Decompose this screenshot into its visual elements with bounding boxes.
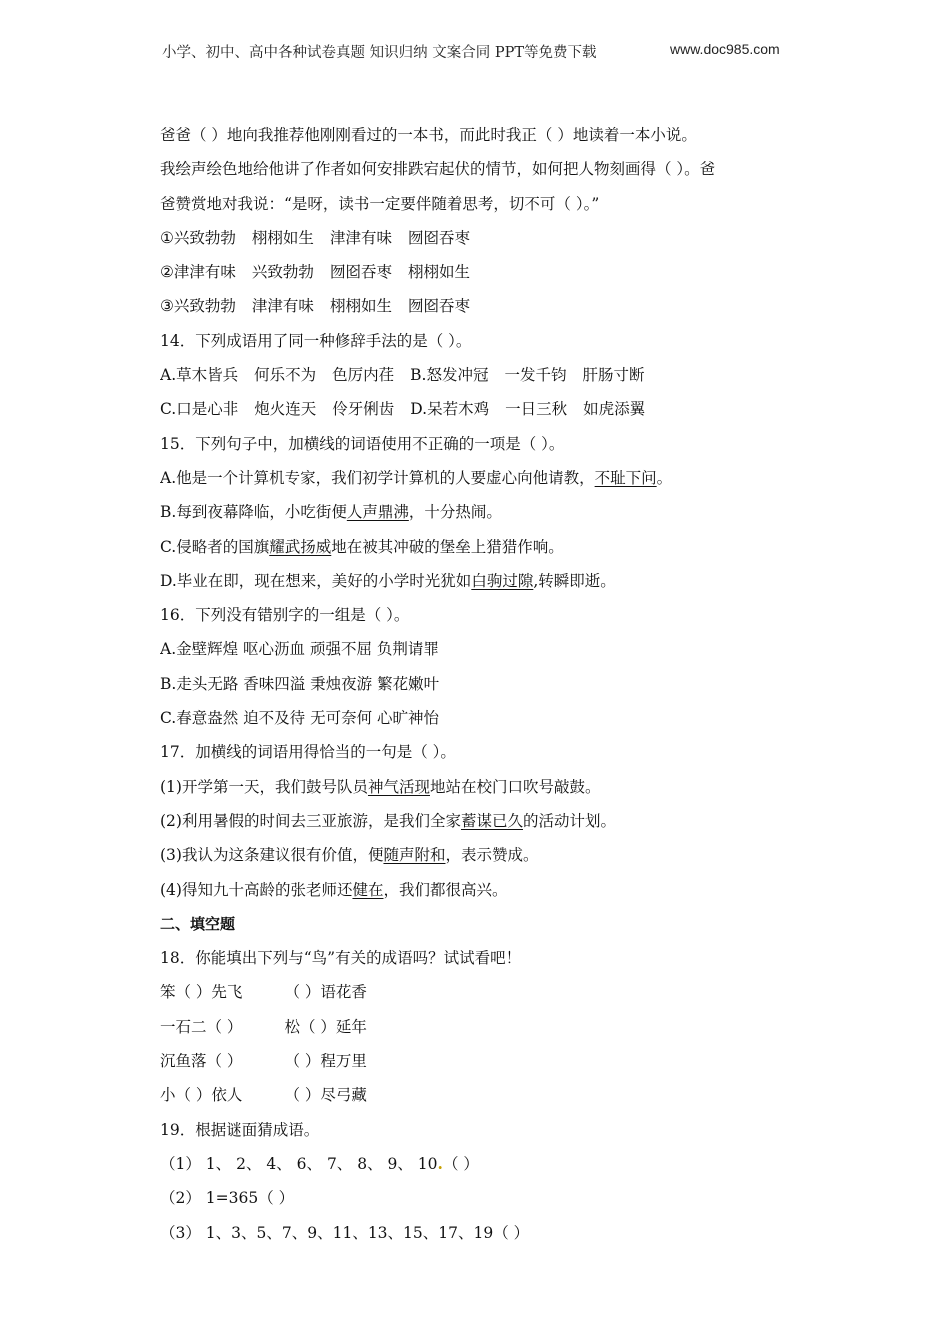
idiom: 色厉内荏 [332,366,395,385]
sentence-text: ，十分热闹。 [408,503,502,522]
underlined-word: 蓄谋已久 [460,811,523,830]
sentence-text: D.毕业在即，现在想来，美好的小学时光犹如 [160,571,472,590]
q13-option-1 [160,221,800,255]
idiom-blank: （ ）程万里 [284,1052,367,1071]
sentence-text: A.他是一个计算机专家，我们初学计算机的人要虚心向他请教， [160,468,595,487]
q15-option-b [160,495,800,529]
page-header [162,41,802,62]
q14-row-cd [160,392,800,426]
idiom-blank: （ ）语花香 [284,983,367,1002]
sentence-text: B.每到夜幕降临，小吃街便 [160,503,347,522]
q16-option-a: A.金壁辉煌 呕心沥血 顽强不屈 负荆请罪 [160,640,439,659]
q16-option-c: C.春意盎然 迫不及待 无可奈何 心旷神怡 [160,709,440,728]
option-word: 津津有味 [251,297,314,316]
option-word: 囫囵吞枣 [329,263,392,282]
choice-label: B. [410,366,427,385]
sentence-text: (4)得知九十高龄的张老师还 [160,880,353,899]
sentence-text: ，我们都很高兴。 [383,880,508,899]
q17-sentence-4 [160,873,800,907]
sentence-text: 地站在校门口吹号敲鼓。 [429,777,601,796]
idiom-blank: 一石二（ ） [160,1017,243,1036]
header-text: 小学、初中、高中各种试卷真题 知识归纳 文案合同 PPT等免费下载 [162,45,597,61]
underlined-word: 健在 [352,880,384,899]
sentence-text: 的活动计划。 [522,811,616,830]
option-word: 兴致勃勃 [173,297,236,316]
option-word: 栩栩如生 [407,263,470,282]
q17-sentence-3 [160,838,800,872]
sentence-text: ,转瞬即逝。 [533,571,616,590]
q19-riddle-3: （3） 1、3、5、7、9、11、13、15、17、19（ ） [160,1223,530,1242]
header-site: www.doc985.com [670,41,780,57]
dot-mark: . [437,1153,443,1173]
q18-stem: 18．你能填出下列与“鸟”有关的成语吗？试试看吧！ [160,949,522,968]
option-word: 津津有味 [329,228,392,247]
q15-option-d [160,564,800,598]
q13-line-2: 我绘声绘色地给他讲了作者如何安排跌宕起伏的情节，如何把人物刻画得（ ）。爸 [160,160,716,179]
idiom-blank: 松（ ）延年 [284,1017,367,1036]
idiom: 肝肠寸断 [582,366,645,385]
underlined-word: 白驹过隙 [471,571,534,590]
q16-option-b: B.走头无路 香味四溢 秉烛夜游 繁花嫩叶 [160,674,440,693]
option-number: ② [160,263,174,282]
q13-option-2 [160,255,800,289]
section-title: 二、填空题 [160,914,236,933]
idiom: 怒发冲冠 [426,366,489,385]
choice-label: C. [160,400,177,419]
option-number: ③ [160,297,174,316]
q17-sentence-2 [160,804,800,838]
idiom: 草木皆兵 [176,366,239,385]
sentence-text: ，表示赞成。 [445,846,539,865]
q15-stem: 15．下列句子中，加横线的词语使用不正确的一项是（ ）。 [160,434,565,453]
idiom-blank: 沉鱼落（ ） [160,1052,243,1071]
option-word: 囫囵吞枣 [407,228,470,247]
option-word: 兴致勃勃 [173,228,236,247]
idiom: 何乐不为 [254,366,317,385]
option-word: 津津有味 [173,263,236,282]
idiom: 一发千钧 [504,366,567,385]
idiom: 如虎添翼 [583,400,646,419]
idiom: 呆若木鸡 [427,400,490,419]
q16-stem: 16．下列没有错别字的一组是（ ）。 [160,606,410,625]
q17-stem: 17．加横线的词语用得恰当的一句是（ ）。 [160,743,456,762]
q19-riddle-1 [160,1147,800,1181]
underlined-word: 不耻下问 [594,468,657,487]
q15-option-a [160,461,800,495]
idiom: 一日三秋 [505,400,568,419]
q13-line-1: 爸爸（ ）地向我推荐他刚刚看过的一本书，而此时我正（ ）地读着一本小说。 [160,126,697,144]
q14-stem: 14．下列成语用了同一种修辞手法的是（ ）。 [160,331,472,350]
q18-row [160,1078,800,1112]
sentence-text: C.侵略者的国旗 [160,537,270,556]
choice-label: A. [160,366,177,385]
sentence-text: (2)利用暑假的时间去三亚旅游，是我们全家 [160,811,461,830]
exam-content [160,118,800,1250]
q13-line-3: 爸赞赏地对我说：“是呀，读书一定要伴随着思考，切不可（ ）。” [160,194,600,213]
idiom-blank: （ ）尽弓藏 [284,1086,367,1105]
sentence-text: (3)我认为这条建议很有价值，便 [160,846,384,865]
idiom: 炮火连天 [254,400,317,419]
q18-row [160,975,800,1009]
idiom-blank: 小（ ）依人 [160,1086,243,1105]
option-word: 兴致勃勃 [251,263,314,282]
option-word: 栩栩如生 [251,228,314,247]
option-word: 囫囵吞枣 [407,297,470,316]
underlined-word: 耀武扬威 [269,537,332,556]
q17-sentence-1 [160,770,800,804]
q13-option-3 [160,289,800,323]
answer-blank: （ ） [442,1154,479,1173]
q19-riddle-2: （2） 1=365（ ） [160,1189,295,1208]
choice-label: D. [410,400,428,419]
underlined-word: 神气活现 [367,777,430,796]
sentence-text: (1)开学第一天，我们鼓号队员 [160,777,368,796]
sentence-text: 地在被其冲破的堡垒上猎猎作响。 [331,537,564,556]
q15-option-c [160,530,800,564]
q18-row [160,1044,800,1078]
sentence-text: 。 [656,468,673,487]
underlined-word: 人声鼎沸 [346,503,409,522]
q14-row-ab [160,358,800,392]
underlined-word: 随声附和 [383,846,446,865]
option-number: ① [160,228,174,247]
q18-row [160,1010,800,1044]
idiom: 口是心非 [176,400,239,419]
option-word: 栩栩如生 [329,297,392,316]
riddle-text: （1） 1、 2、 4、 6、 7、 8、 9、 10 [160,1154,438,1173]
q19-stem: 19．根据谜面猜成语。 [160,1120,320,1139]
idiom: 伶牙俐齿 [332,400,395,419]
idiom-blank: 笨（ ）先飞 [160,983,243,1002]
